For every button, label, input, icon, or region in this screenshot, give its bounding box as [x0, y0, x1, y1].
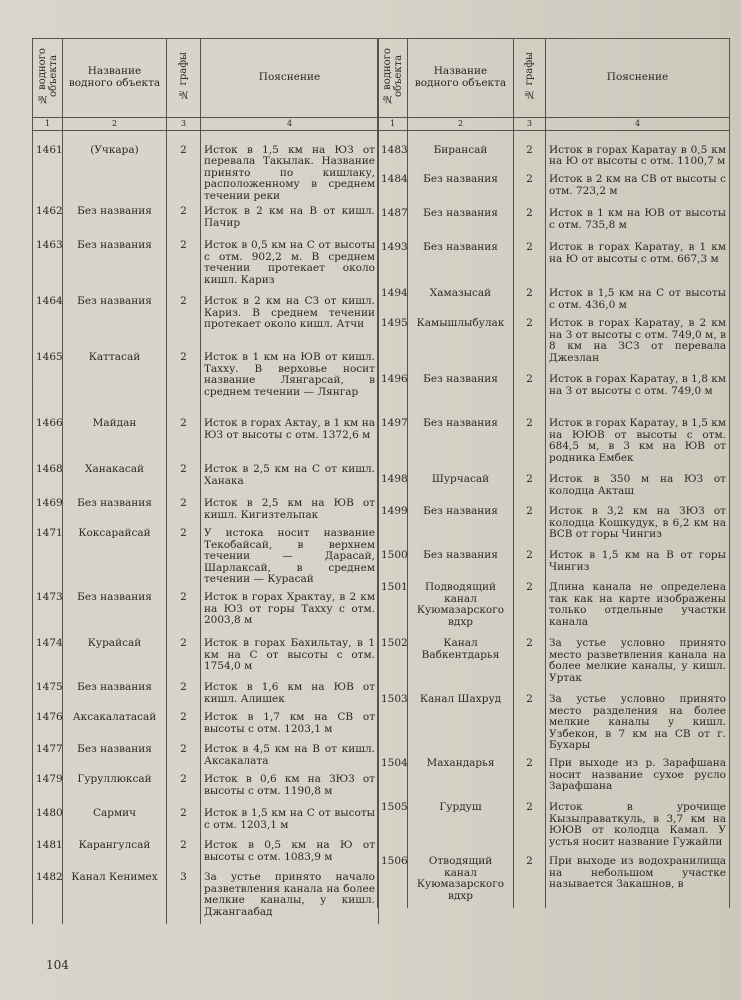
object-number: 1493 — [378, 242, 408, 288]
header-explanation: Пояснение — [201, 39, 379, 118]
header-object-no: № водного объекта — [378, 39, 408, 118]
explanation-text: Исток в 1,7 км на СВ от высоты с отм. 1203,1 м — [201, 712, 379, 744]
table-row — [33, 528, 379, 592]
right-table — [377, 38, 730, 908]
table-row — [378, 856, 730, 908]
object-name: Без названия — [63, 498, 167, 528]
graph-number: 2 — [514, 506, 546, 550]
object-name: Без названия — [63, 206, 167, 240]
object-name: Без названия — [408, 506, 514, 550]
col-num: 2 — [63, 117, 167, 130]
explanation-text: За устье принято начало разветвления канала на более мелкие каналы, у кишл. Джангаабад — [201, 872, 379, 924]
object-number: 1506 — [378, 856, 408, 908]
object-name: Сармич — [63, 808, 167, 840]
object-name: Без названия — [408, 208, 514, 242]
object-number: 1484 — [378, 174, 408, 208]
explanation-text: Исток в горах Каратау, в 1,8 км на З от высоты с отм. 749,0 м — [546, 374, 730, 418]
graph-number: 2 — [514, 694, 546, 758]
object-number: 1487 — [378, 208, 408, 242]
object-name: Канал Шахруд — [408, 694, 514, 758]
explanation-text: Исток в 2 км на СВ от высоты с отм. 723,2 м — [546, 174, 730, 208]
explanation-text: Исток в 0,6 км на ЗЮЗ от высоты с отм. 1190,8 м — [201, 774, 379, 808]
table-row — [378, 288, 730, 318]
object-name: Курайсай — [63, 638, 167, 682]
explanation-text: Исток в 0,5 км на Ю от высоты с отм. 1083,9 м — [201, 840, 379, 872]
graph-number: 2 — [167, 418, 201, 464]
header-explanation: Пояснение — [546, 39, 730, 118]
explanation-text: Исток в 3,2 км на ЗЮЗ от колодца Кошкудук, в 6,2 км на ВСВ от горы Чингиз — [546, 506, 730, 550]
explanation-text: Исток в 1,5 км на В от горы Чингиз — [546, 550, 730, 582]
table-row — [33, 352, 379, 418]
table-row — [378, 374, 730, 418]
explanation-text: Исток в горах Каратау в 0,5 км на Ю от высоты с отм. 1100,7 м — [546, 130, 730, 174]
explanation-text: За устье условно принято место разветвления канала на более мелкие каналы, у кишл. Уртак — [546, 638, 730, 694]
explanation-text: Исток в 1,5 км на С от высоты с отм. 436,0 м — [546, 288, 730, 318]
col-num: 4 — [546, 117, 730, 130]
graph-number: 2 — [514, 374, 546, 418]
graph-number: 2 — [514, 582, 546, 638]
object-number: 1477 — [33, 744, 63, 774]
table-row — [378, 474, 730, 506]
explanation-text: Исток в 350 м на ЮЗ от колодца Акташ — [546, 474, 730, 506]
table-row — [378, 638, 730, 694]
object-name: Аксакалатасай — [63, 712, 167, 744]
table-row — [378, 506, 730, 550]
object-name: Коксарайсай — [63, 528, 167, 592]
object-number: 1481 — [33, 840, 63, 872]
object-number: 1473 — [33, 592, 63, 638]
explanation-text: Исток в горах Актау, в 1 км на ЮЗ от высоты с отм. 1372,6 м — [201, 418, 379, 464]
right-table-body — [378, 130, 730, 908]
table-row — [33, 774, 379, 808]
explanation-text: Исток в 2,5 км на С от кишл. Ханака — [201, 464, 379, 498]
graph-number: 2 — [514, 638, 546, 694]
object-name: Каттасай — [63, 352, 167, 418]
object-name: Без названия — [63, 682, 167, 712]
table-row — [378, 550, 730, 582]
graph-number: 2 — [167, 712, 201, 744]
table-row — [378, 802, 730, 856]
graph-number: 2 — [167, 296, 201, 352]
object-number: 1468 — [33, 464, 63, 498]
table-row — [33, 638, 379, 682]
header-graph-no: № графы — [514, 39, 546, 118]
table-row — [33, 240, 379, 296]
object-name: Без названия — [408, 174, 514, 208]
table-row — [378, 418, 730, 474]
object-number: 1466 — [33, 418, 63, 464]
table-row — [33, 592, 379, 638]
col-num: 2 — [408, 117, 514, 130]
col-num: 3 — [514, 117, 546, 130]
object-number: 1498 — [378, 474, 408, 506]
explanation-text: Исток в 1 км на ЮВ от кишл. Тахху. В верховье носит название Лянгарсай, в среднем течении — Лянгар — [201, 352, 379, 418]
graph-number: 2 — [514, 802, 546, 856]
object-number: 1480 — [33, 808, 63, 840]
object-number: 1496 — [378, 374, 408, 418]
graph-number: 2 — [514, 318, 546, 374]
explanation-text: Длина канала не определена так как на карте изображены только отдельные участки канала — [546, 582, 730, 638]
object-number: 1502 — [378, 638, 408, 694]
object-name: Без названия — [63, 296, 167, 352]
graph-number: 2 — [514, 288, 546, 318]
graph-number: 2 — [167, 840, 201, 872]
explanation-text: Исток в 2,5 км на ЮВ от кишл. Кигизтельпак — [201, 498, 379, 528]
object-number: 1471 — [33, 528, 63, 592]
object-name: (Учкара) — [63, 130, 167, 206]
object-name: Камышлыбулак — [408, 318, 514, 374]
object-name: Хамазысай — [408, 288, 514, 318]
table-row — [33, 744, 379, 774]
explanation-text: Исток в горах Каратау, в 1 км на Ю от высоты с отм. 667,3 м — [546, 242, 730, 288]
graph-number: 2 — [167, 808, 201, 840]
table-row — [33, 498, 379, 528]
object-name: Гуруллюксай — [63, 774, 167, 808]
table-row — [378, 758, 730, 802]
table-row — [33, 872, 379, 924]
graph-number: 2 — [514, 758, 546, 802]
graph-number: 2 — [167, 744, 201, 774]
object-number: 1497 — [378, 418, 408, 474]
graph-number: 2 — [167, 352, 201, 418]
table-row — [33, 808, 379, 840]
left-table-body — [33, 130, 379, 924]
object-number: 1505 — [378, 802, 408, 856]
object-number: 1462 — [33, 206, 63, 240]
object-name: Майдан — [63, 418, 167, 464]
table-row — [378, 174, 730, 208]
col-num: 4 — [201, 117, 379, 130]
object-number: 1465 — [33, 352, 63, 418]
object-name: Бирансай — [408, 130, 514, 174]
explanation-text: Исток в 2 км на В от кишл. Пачир — [201, 206, 379, 240]
table-row — [378, 208, 730, 242]
graph-number: 2 — [167, 464, 201, 498]
object-number: 1479 — [33, 774, 63, 808]
graph-number: 2 — [167, 774, 201, 808]
explanation-text: Исток в горах Бахильтау, в 1 км на С от высоты с отм. 1754,0 м — [201, 638, 379, 682]
object-number: 1483 — [378, 130, 408, 174]
table-row — [33, 464, 379, 498]
explanation-text: При выходе из водохранилища на небольшом участке называется Закашнов, в — [546, 856, 730, 908]
graph-number: 2 — [514, 242, 546, 288]
object-name: Без названия — [408, 374, 514, 418]
explanation-text: Исток в 0,5 км на С от высоты с отм. 902,2 м. В среднем течении протекает около кишл. Кариз — [201, 240, 379, 296]
object-number: 1501 — [378, 582, 408, 638]
object-number: 1499 — [378, 506, 408, 550]
col-num: 1 — [378, 117, 408, 130]
table-row — [378, 694, 730, 758]
object-name: Канал Кенимех — [63, 872, 167, 924]
object-number: 1469 — [33, 498, 63, 528]
explanation-text: Исток в 2 км на СЗ от кишл. Кариз. В среднем течении протекает около кишл. Атчи — [201, 296, 379, 352]
graph-number: 2 — [514, 174, 546, 208]
object-name: Ханакасай — [63, 464, 167, 498]
object-name: Без названия — [63, 744, 167, 774]
explanation-text: За устье условно принято место разделения на более мелкие каналы у кишл. Узбекон, в 7 км на СВ от г. Бухары — [546, 694, 730, 758]
page-number: 104 — [46, 958, 69, 972]
table-row — [33, 206, 379, 240]
graph-number: 2 — [167, 240, 201, 296]
explanation-text: Исток в 1,5 км на С от высоты с отм. 1203,1 м — [201, 808, 379, 840]
object-name: Без названия — [63, 592, 167, 638]
explanation-text: Исток в горах Каратау, в 2 км на З от высоты с отм. 749,0 м, в 8 км на ЗСЗ от перевала Джезлан — [546, 318, 730, 374]
table-row — [33, 840, 379, 872]
object-name: Канал Вабкентдарья — [408, 638, 514, 694]
table-row — [33, 712, 379, 744]
table-row — [378, 242, 730, 288]
explanation-text: У истока носит название Текобайсай, в верхнем течении — Дарасай, Шарлаксай, в среднем течении — Курасай — [201, 528, 379, 592]
graph-number: 2 — [167, 206, 201, 240]
object-number: 1504 — [378, 758, 408, 802]
object-name: Гурдуш — [408, 802, 514, 856]
table-row — [33, 130, 379, 206]
object-number: 1476 — [33, 712, 63, 744]
explanation-text: Исток в горах Каратау, в 1,5 км на ЮЮВ от высоты с отм. 684,5 м, в 3 км на ЮВ от родника Ембек — [546, 418, 730, 474]
object-number: 1475 — [33, 682, 63, 712]
table-row — [33, 682, 379, 712]
object-name: Без названия — [63, 240, 167, 296]
object-number: 1500 — [378, 550, 408, 582]
object-number: 1503 — [378, 694, 408, 758]
explanation-text: Исток в урочище Кызылраваткуль, в 3,7 км на ЮЮВ от колодца Камал. У устья носит название Гужайли — [546, 802, 730, 856]
graph-number: 3 — [167, 872, 201, 924]
table-row — [33, 296, 379, 352]
explanation-text: Исток в 4,5 км на В от кишл. Аксакалата — [201, 744, 379, 774]
graph-number: 2 — [167, 592, 201, 638]
explanation-text: Исток в горах Храктау, в 2 км на ЮЗ от горы Тахху с отм. 2003,8 м — [201, 592, 379, 638]
table-row — [378, 582, 730, 638]
explanation-text: При выходе из р. Зарафшана носит название сухое русло Зарафшана — [546, 758, 730, 802]
graph-number: 2 — [514, 550, 546, 582]
col-num: 1 — [33, 117, 63, 130]
explanation-text: Исток в 1,5 км на ЮЗ от перевала Такылак. Название принято по кишлаку, расположенному в среднем течении реки — [201, 130, 379, 206]
object-name: Без названия — [408, 550, 514, 582]
object-number: 1461 — [33, 130, 63, 206]
object-name: Махандарья — [408, 758, 514, 802]
object-name: Шурчасай — [408, 474, 514, 506]
object-name: Отводящий канал Куюмазарского вдхр — [408, 856, 514, 908]
explanation-text: Исток в 1,6 км на ЮВ от кишл. Алишек — [201, 682, 379, 712]
object-number: 1464 — [33, 296, 63, 352]
header-name: Название водного объекта — [63, 39, 167, 118]
header-graph-no: № графы — [167, 39, 201, 118]
object-number: 1482 — [33, 872, 63, 924]
graph-number: 2 — [514, 418, 546, 474]
graph-number: 2 — [167, 130, 201, 206]
graph-number: 2 — [167, 638, 201, 682]
col-num: 3 — [167, 117, 201, 130]
object-number: 1495 — [378, 318, 408, 374]
object-number: 1463 — [33, 240, 63, 296]
explanation-text: Исток в 1 км на ЮВ от высоты с отм. 735,8 м — [546, 208, 730, 242]
left-table — [32, 38, 379, 924]
table-row — [378, 318, 730, 374]
graph-number: 2 — [167, 682, 201, 712]
graph-number: 2 — [514, 474, 546, 506]
object-name: Без названия — [408, 242, 514, 288]
graph-number: 2 — [167, 498, 201, 528]
object-number: 1494 — [378, 288, 408, 318]
header-name: Название водного объекта — [408, 39, 514, 118]
table-row — [378, 130, 730, 174]
graph-number: 2 — [514, 208, 546, 242]
object-name: Подводящий канал Куюмазарского вдхр — [408, 582, 514, 638]
object-name: Карангулсай — [63, 840, 167, 872]
graph-number: 2 — [514, 130, 546, 174]
graph-number: 2 — [514, 856, 546, 908]
graph-number: 2 — [167, 528, 201, 592]
object-number: 1474 — [33, 638, 63, 682]
object-name: Без названия — [408, 418, 514, 474]
table-row — [33, 418, 379, 464]
header-object-no: № водного объекта — [33, 39, 63, 118]
